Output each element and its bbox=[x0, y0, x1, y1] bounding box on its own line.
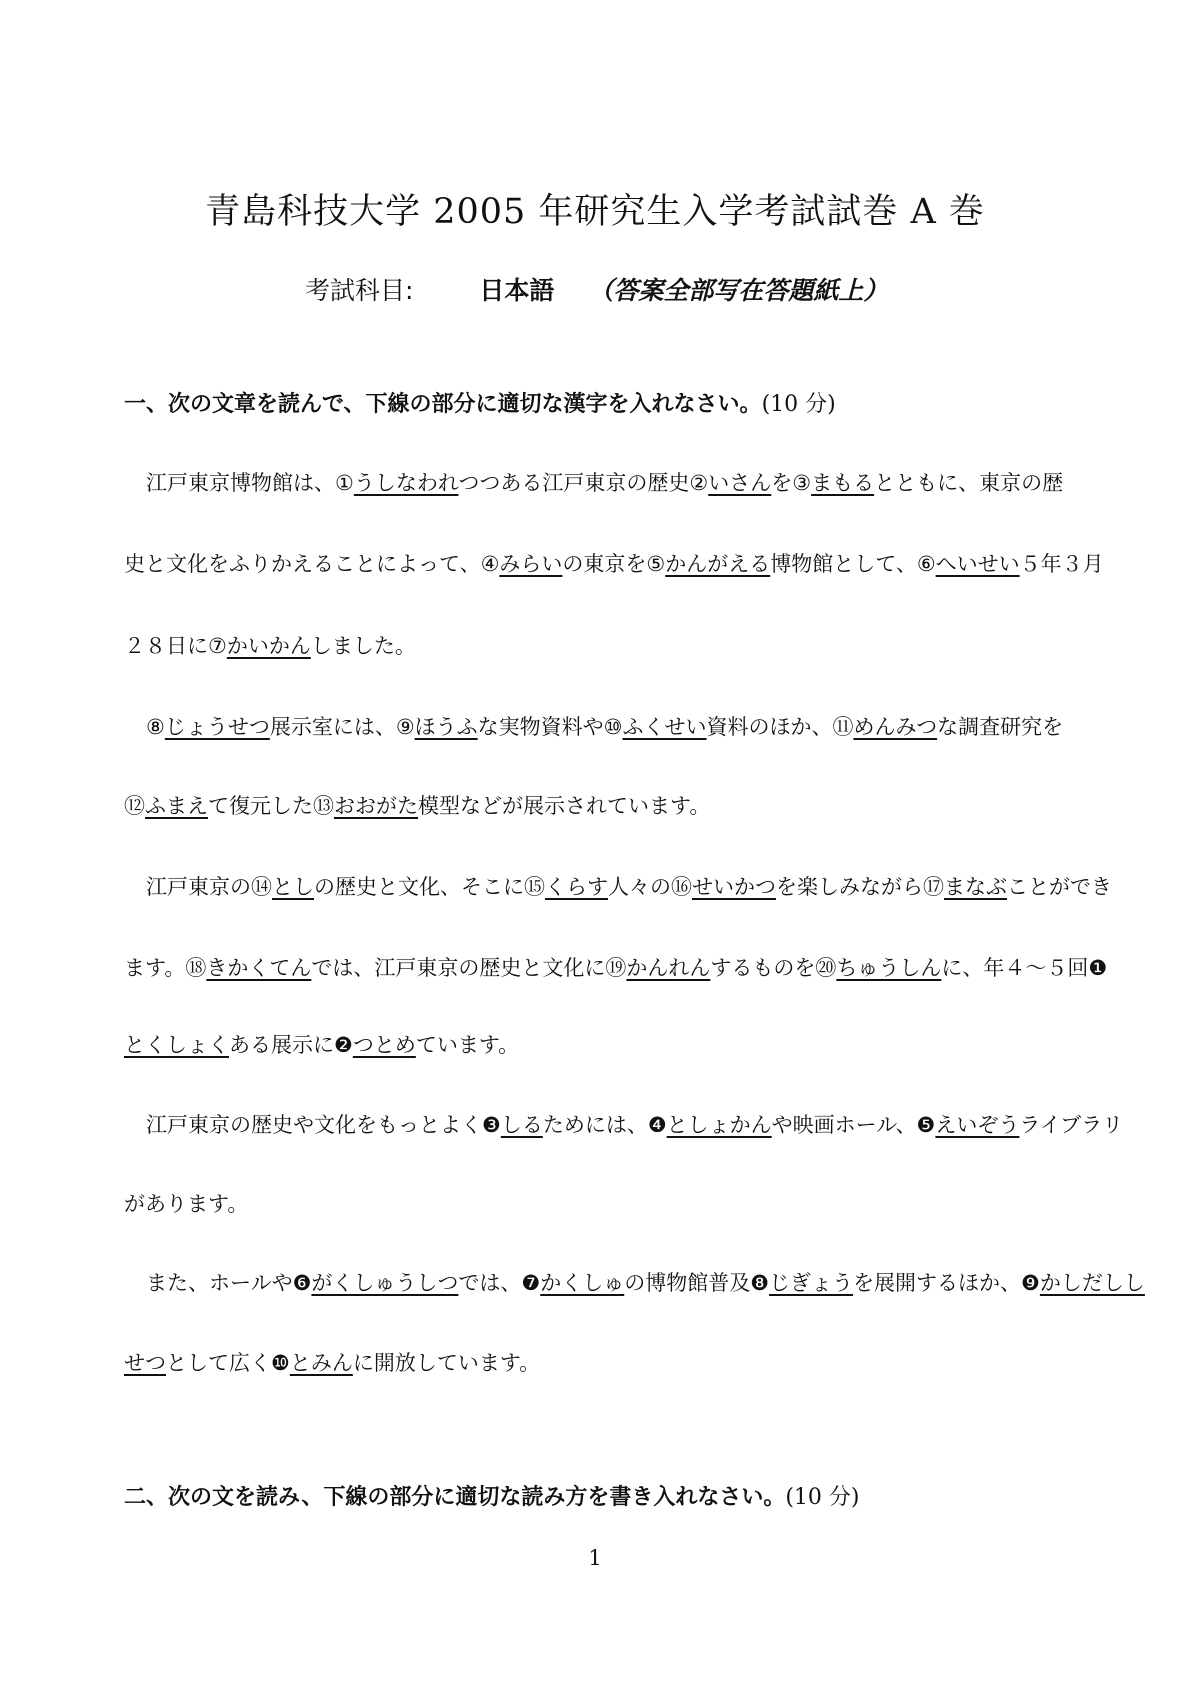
passage-text: があります。 bbox=[124, 1192, 249, 1216]
blank-underlined-word: とくしょく bbox=[124, 1033, 229, 1057]
passage-text: ています。 bbox=[415, 1033, 520, 1057]
blank-underlined-word: いさん bbox=[708, 471, 772, 495]
passage-text: 江戸東京の歴史や文化をもっとよく❸ bbox=[146, 1113, 501, 1137]
blank-underlined-word: ふまえ bbox=[145, 794, 208, 818]
passage-text: を楽しみながら⑰ bbox=[776, 875, 944, 899]
passage-text: ためには、❹ bbox=[542, 1113, 667, 1137]
passage-text: では、江戸東京の歴史と文化に⑲ bbox=[311, 956, 627, 980]
passage-text: を③ bbox=[771, 471, 812, 495]
passage-text: 江戸東京の⑭ bbox=[146, 875, 272, 899]
passage-line bbox=[124, 468, 1063, 498]
exam-subject bbox=[305, 275, 888, 307]
passage-line bbox=[124, 631, 416, 661]
passage-line bbox=[124, 549, 1104, 579]
section-1-points: (10 分) bbox=[761, 392, 836, 417]
blank-underlined-word: かいかん bbox=[226, 634, 311, 658]
blank-underlined-word: かんがえる bbox=[665, 552, 771, 576]
blank-underlined-word: きかくてん bbox=[206, 956, 312, 980]
passage-text: ⑧ bbox=[146, 715, 165, 739]
passage-text: では、❼ bbox=[458, 1271, 541, 1295]
passage-line bbox=[124, 872, 1112, 902]
section-1-heading bbox=[124, 390, 836, 420]
blank-underlined-word: えいぞう bbox=[935, 1113, 1020, 1137]
section-2-points: (10 分) bbox=[785, 1485, 860, 1510]
blank-underlined-word: まもる bbox=[811, 471, 875, 495]
passage-text: しました。 bbox=[310, 634, 416, 658]
passage-line bbox=[124, 791, 710, 821]
section-2-heading-text: 二、次の文を読み、下線の部分に適切な読み方を書き入れなさい。 bbox=[124, 1485, 786, 1510]
blank-underlined-word: とし bbox=[272, 875, 314, 899]
passage-text: ２８日に⑦ bbox=[124, 634, 227, 658]
passage-text: な実物資料や⑩ bbox=[477, 715, 623, 739]
blank-underlined-word: じょうせつ bbox=[164, 715, 270, 739]
passage-text: 博物館として、⑥ bbox=[770, 552, 936, 576]
passage-text: や映画ホール、❺ bbox=[771, 1113, 936, 1137]
passage-text: 模型などが展示されています。 bbox=[418, 794, 711, 818]
blank-underlined-word: かんれん bbox=[626, 956, 711, 980]
passage-text: とともに、東京の歴 bbox=[874, 471, 1064, 495]
passage-text: に、年４～５回❶ bbox=[941, 956, 1108, 980]
page-number: 1 bbox=[588, 1546, 602, 1570]
blank-underlined-word: まなぶ bbox=[944, 875, 1007, 899]
blank-underlined-word: おおがた bbox=[334, 794, 418, 818]
blank-underlined-word: つとめ bbox=[352, 1033, 416, 1057]
passage-text: ５年３月 bbox=[1019, 552, 1104, 576]
passage-line bbox=[124, 1348, 540, 1378]
passage-text: を展開するほか、❾ bbox=[853, 1271, 1040, 1295]
section-1-heading-text: 一、次の文章を読んで、下線の部分に適切な漢字を入れなさい。 bbox=[124, 392, 762, 417]
passage-text: つつある江戸東京の歴史② bbox=[458, 471, 709, 495]
blank-underlined-word: ちゅうしん bbox=[836, 956, 942, 980]
passage-text: ⑫ bbox=[124, 794, 145, 818]
passage-text: な調査研究を bbox=[937, 715, 1064, 739]
blank-underlined-word: としょかん bbox=[666, 1113, 772, 1137]
blank-underlined-word: しる bbox=[500, 1113, 543, 1137]
blank-underlined-word: うしなわれ bbox=[353, 471, 459, 495]
blank-underlined-word: せつ bbox=[124, 1351, 166, 1375]
blank-underlined-word: ほうふ bbox=[414, 715, 478, 739]
subject-note: （答案全部写在答題紙上） bbox=[588, 276, 889, 305]
blank-underlined-word: じぎょう bbox=[769, 1271, 854, 1295]
passage-text: に開放しています。 bbox=[352, 1351, 541, 1375]
blank-underlined-word: かくしゅ bbox=[540, 1271, 625, 1295]
passage-text: の東京を⑤ bbox=[562, 552, 666, 576]
blank-underlined-word: めんみつ bbox=[853, 715, 938, 739]
passage-text: 人々の⑯ bbox=[608, 875, 692, 899]
passage-text: 展示室には、⑨ bbox=[269, 715, 415, 739]
passage-line bbox=[124, 712, 1063, 742]
subject-label: 考試科目: bbox=[305, 276, 414, 305]
passage-text: また、ホールや❻ bbox=[146, 1271, 312, 1295]
blank-underlined-word: ふくせい bbox=[622, 715, 707, 739]
passage-text: として広く❿ bbox=[166, 1351, 290, 1375]
section-2-heading bbox=[124, 1483, 859, 1513]
blank-underlined-word: へいせい bbox=[935, 552, 1020, 576]
blank-underlined-word: がくしゅうしつ bbox=[311, 1271, 459, 1295]
blank-underlined-word: せいかつ bbox=[692, 875, 776, 899]
passage-text: ます。⑱ bbox=[124, 956, 207, 980]
passage-text: の博物館普及❽ bbox=[624, 1271, 770, 1295]
passage-text: て復元した⑬ bbox=[208, 794, 334, 818]
blank-underlined-word: みらい bbox=[499, 552, 563, 576]
passage-text: の歴史と文化、そこに⑮ bbox=[314, 875, 545, 899]
passage-line bbox=[124, 1189, 248, 1219]
blank-underlined-word: くらす bbox=[545, 875, 608, 899]
exam-title: 青島科技大学 2005 年研究生入学考試試巻 A 巻 bbox=[205, 192, 985, 232]
blank-underlined-word: かしだしし bbox=[1039, 1271, 1145, 1295]
passage-text: 資料のほか、⑪ bbox=[706, 715, 854, 739]
passage-text: 江戸東京博物館は、① bbox=[146, 471, 354, 495]
passage-line bbox=[124, 1268, 1145, 1298]
passage-text: ことができ bbox=[1007, 875, 1112, 899]
passage-text: 史と文化をふりかえることによって、④ bbox=[124, 552, 500, 576]
passage-text: するものを⑳ bbox=[710, 956, 837, 980]
passage-line bbox=[124, 1030, 519, 1060]
passage-text: ライブラリ bbox=[1019, 1113, 1124, 1137]
subject-name: 日本語 bbox=[479, 276, 555, 305]
passage-line bbox=[124, 953, 1107, 983]
passage-line bbox=[124, 1110, 1123, 1140]
blank-underlined-word: とみん bbox=[289, 1351, 353, 1375]
passage-text: ある展示に❷ bbox=[229, 1033, 353, 1057]
